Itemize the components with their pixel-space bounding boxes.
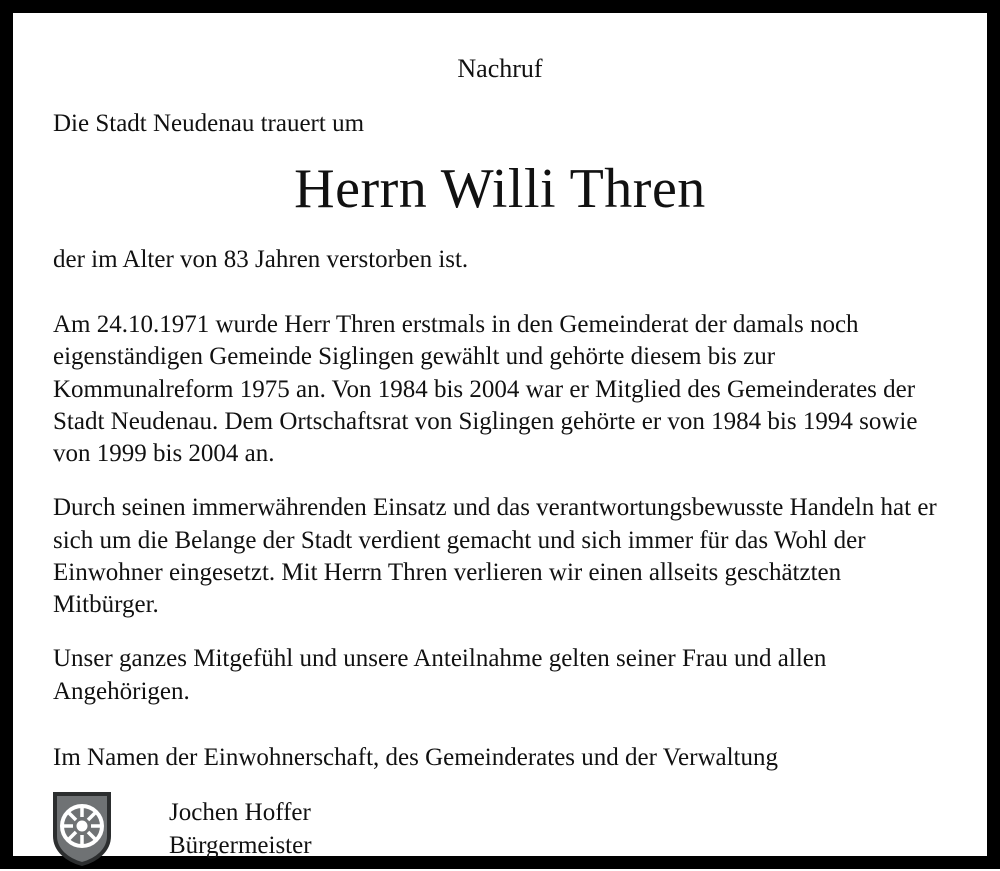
signatory-name: Jochen Hoffer bbox=[169, 799, 311, 827]
signatory-title: Bürgermeister bbox=[169, 832, 312, 860]
document-kicker: Nachruf bbox=[457, 54, 543, 83]
body-paragraph-2: Durch seinen immerwährenden Einsatz und das verantwortungsbewusste Handeln hat er sich um die Belange der Stadt verdient gemacht und sich immer für das Wohl der Einwohner eingesetzt. Mit Herrn Thren verlieren wir einen allseits geschätzten Mitbürger. bbox=[53, 494, 937, 619]
body-paragraph-3: Unser ganzes Mitgefühl und unsere Anteilnahme gelten seiner Frau und allen Angehörigen. bbox=[53, 645, 827, 705]
signatory bbox=[169, 792, 312, 862]
body-paragraph-1: Am 24.10.1971 wurde Herr Thren erstmals in den Gemeinderat der damals noch eigenständigen Gemeinde Siglingen gewählt und gehörte diesem bis zur Kommunalreform 1975 an. Von 1984 bis 2004 war er Mitglied des Gemeinderates der Stadt Neudenau. Dem Ortschaftsrat von Siglingen gehörte er von 1984 bis 1994 sowie von 1999 bis 2004 an. bbox=[53, 311, 918, 468]
signature-block bbox=[53, 792, 947, 866]
closing-line: Im Namen der Einwohnerschaft, des Gemeinderates und der Verwaltung bbox=[53, 743, 778, 771]
city-crest-wheel-icon bbox=[53, 792, 111, 866]
lead-line: Die Stadt Neudenau trauert um bbox=[53, 110, 365, 138]
age-line: der im Alter von 83 Jahren verstorben ist. bbox=[53, 245, 469, 273]
deceased-name: Herrn Willi Thren bbox=[294, 158, 706, 221]
